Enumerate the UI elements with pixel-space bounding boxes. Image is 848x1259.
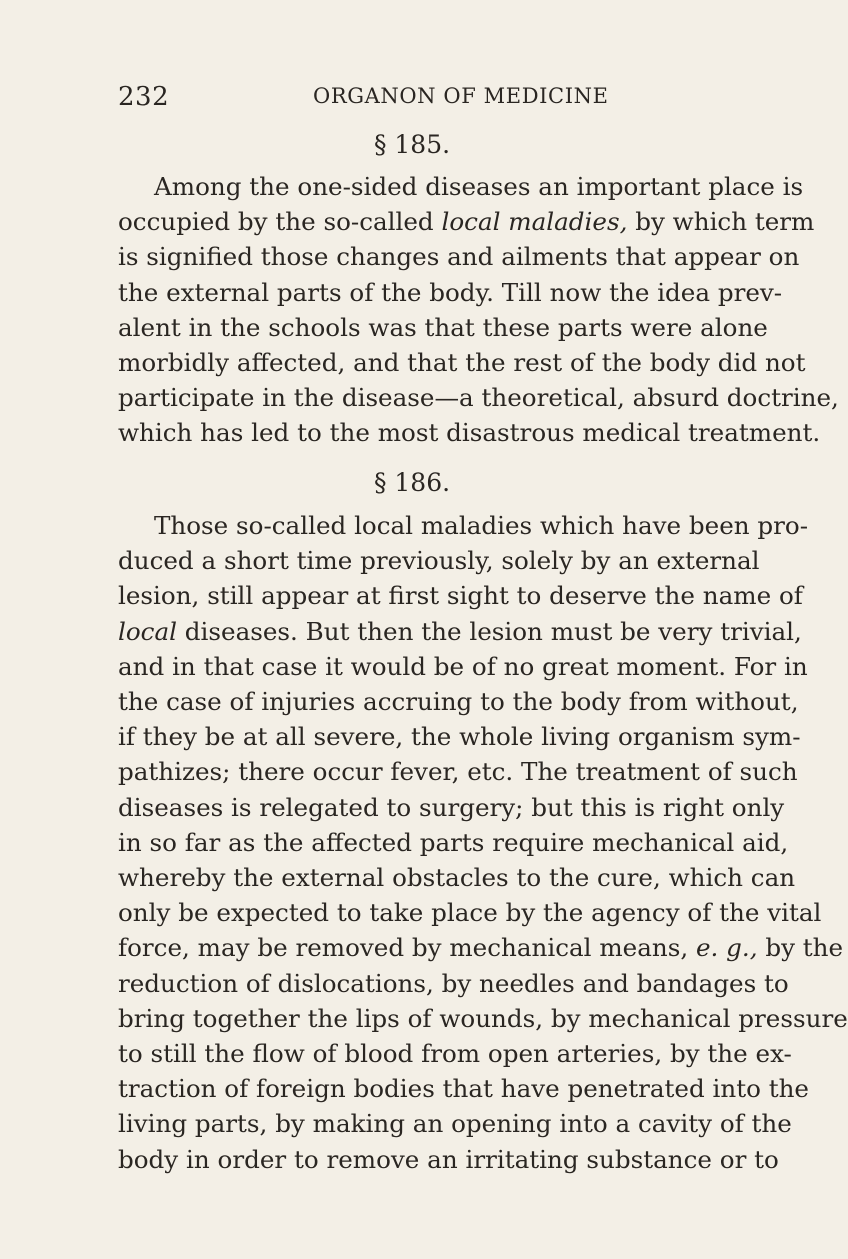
text-line: alent in the schools was that these parts were alone	[118, 312, 768, 342]
text-line: pathizes; there occur fever, etc. The treatment of such	[118, 757, 798, 787]
text-line: morbidly affected, and that the rest of the body did not	[118, 348, 806, 378]
running-title: ORGANON OF MEDICINE	[313, 84, 609, 108]
text-line: duced a short time previously, solely by an external	[118, 546, 760, 576]
text-line: the external parts of the body. Till now the idea prev-	[118, 277, 783, 307]
text-line: the case of injuries accruing to the body from without,	[118, 687, 799, 717]
text-line: if they be at all severe, the whole living organism sym-	[118, 722, 801, 752]
text-line: whereby the external obstacles to the cure, which can	[118, 863, 796, 893]
text-line: in so far as the affected parts require mechanical aid,	[118, 827, 789, 857]
text-line: local diseases. But then the lesion must be very trivial,	[118, 616, 802, 646]
paragraph-186	[118, 508, 848, 1177]
text-line: is signified those changes and ailments that appear on	[118, 242, 800, 272]
running-head	[118, 82, 698, 112]
text-line: force, may be removed by mechanical means, e. g., by the	[118, 933, 844, 963]
text-line: to still the flow of blood from open arteries, by the ex-	[118, 1039, 792, 1069]
text-line: bring together the lips of wounds, by mechanical pressure	[118, 1003, 848, 1033]
text-line: and in that case it would be of no great moment. For in	[118, 651, 808, 681]
text-line: living parts, by making an opening into a cavity of the	[118, 1109, 792, 1139]
text-line: reduction of dislocations, by needles and bandages to	[118, 968, 789, 998]
text-line: occupied by the so-called local maladies, by which term	[118, 207, 815, 237]
text-line: Those so-called local maladies which have been pro-	[154, 511, 809, 540]
text-line: body in order to remove an irritating substance or to	[118, 1144, 779, 1174]
text-line: lesion, still appear at first sight to deserve the name of	[118, 581, 803, 611]
text-line: traction of foreign bodies that have penetrated into the	[118, 1074, 809, 1104]
italic-term: local	[118, 616, 177, 646]
paragraph-185	[118, 169, 839, 451]
text-line: which has led to the most disastrous medical treatment.	[118, 418, 821, 448]
text-line: only be expected to take place by the agency of the vital	[118, 898, 822, 928]
section-heading-186: § 186.	[373, 468, 451, 497]
italic-term: e. g.,	[695, 933, 758, 963]
italic-term: local maladies,	[441, 207, 628, 237]
text-line: diseases is relegated to surgery; but this is right only	[118, 792, 785, 822]
section-heading-185: § 185.	[373, 130, 451, 159]
text-line: participate in the disease—a theoretical, absurd doctrine,	[118, 383, 839, 413]
page-number: 232	[118, 82, 170, 112]
text-line: Among the one-sided diseases an important place is	[154, 172, 804, 201]
